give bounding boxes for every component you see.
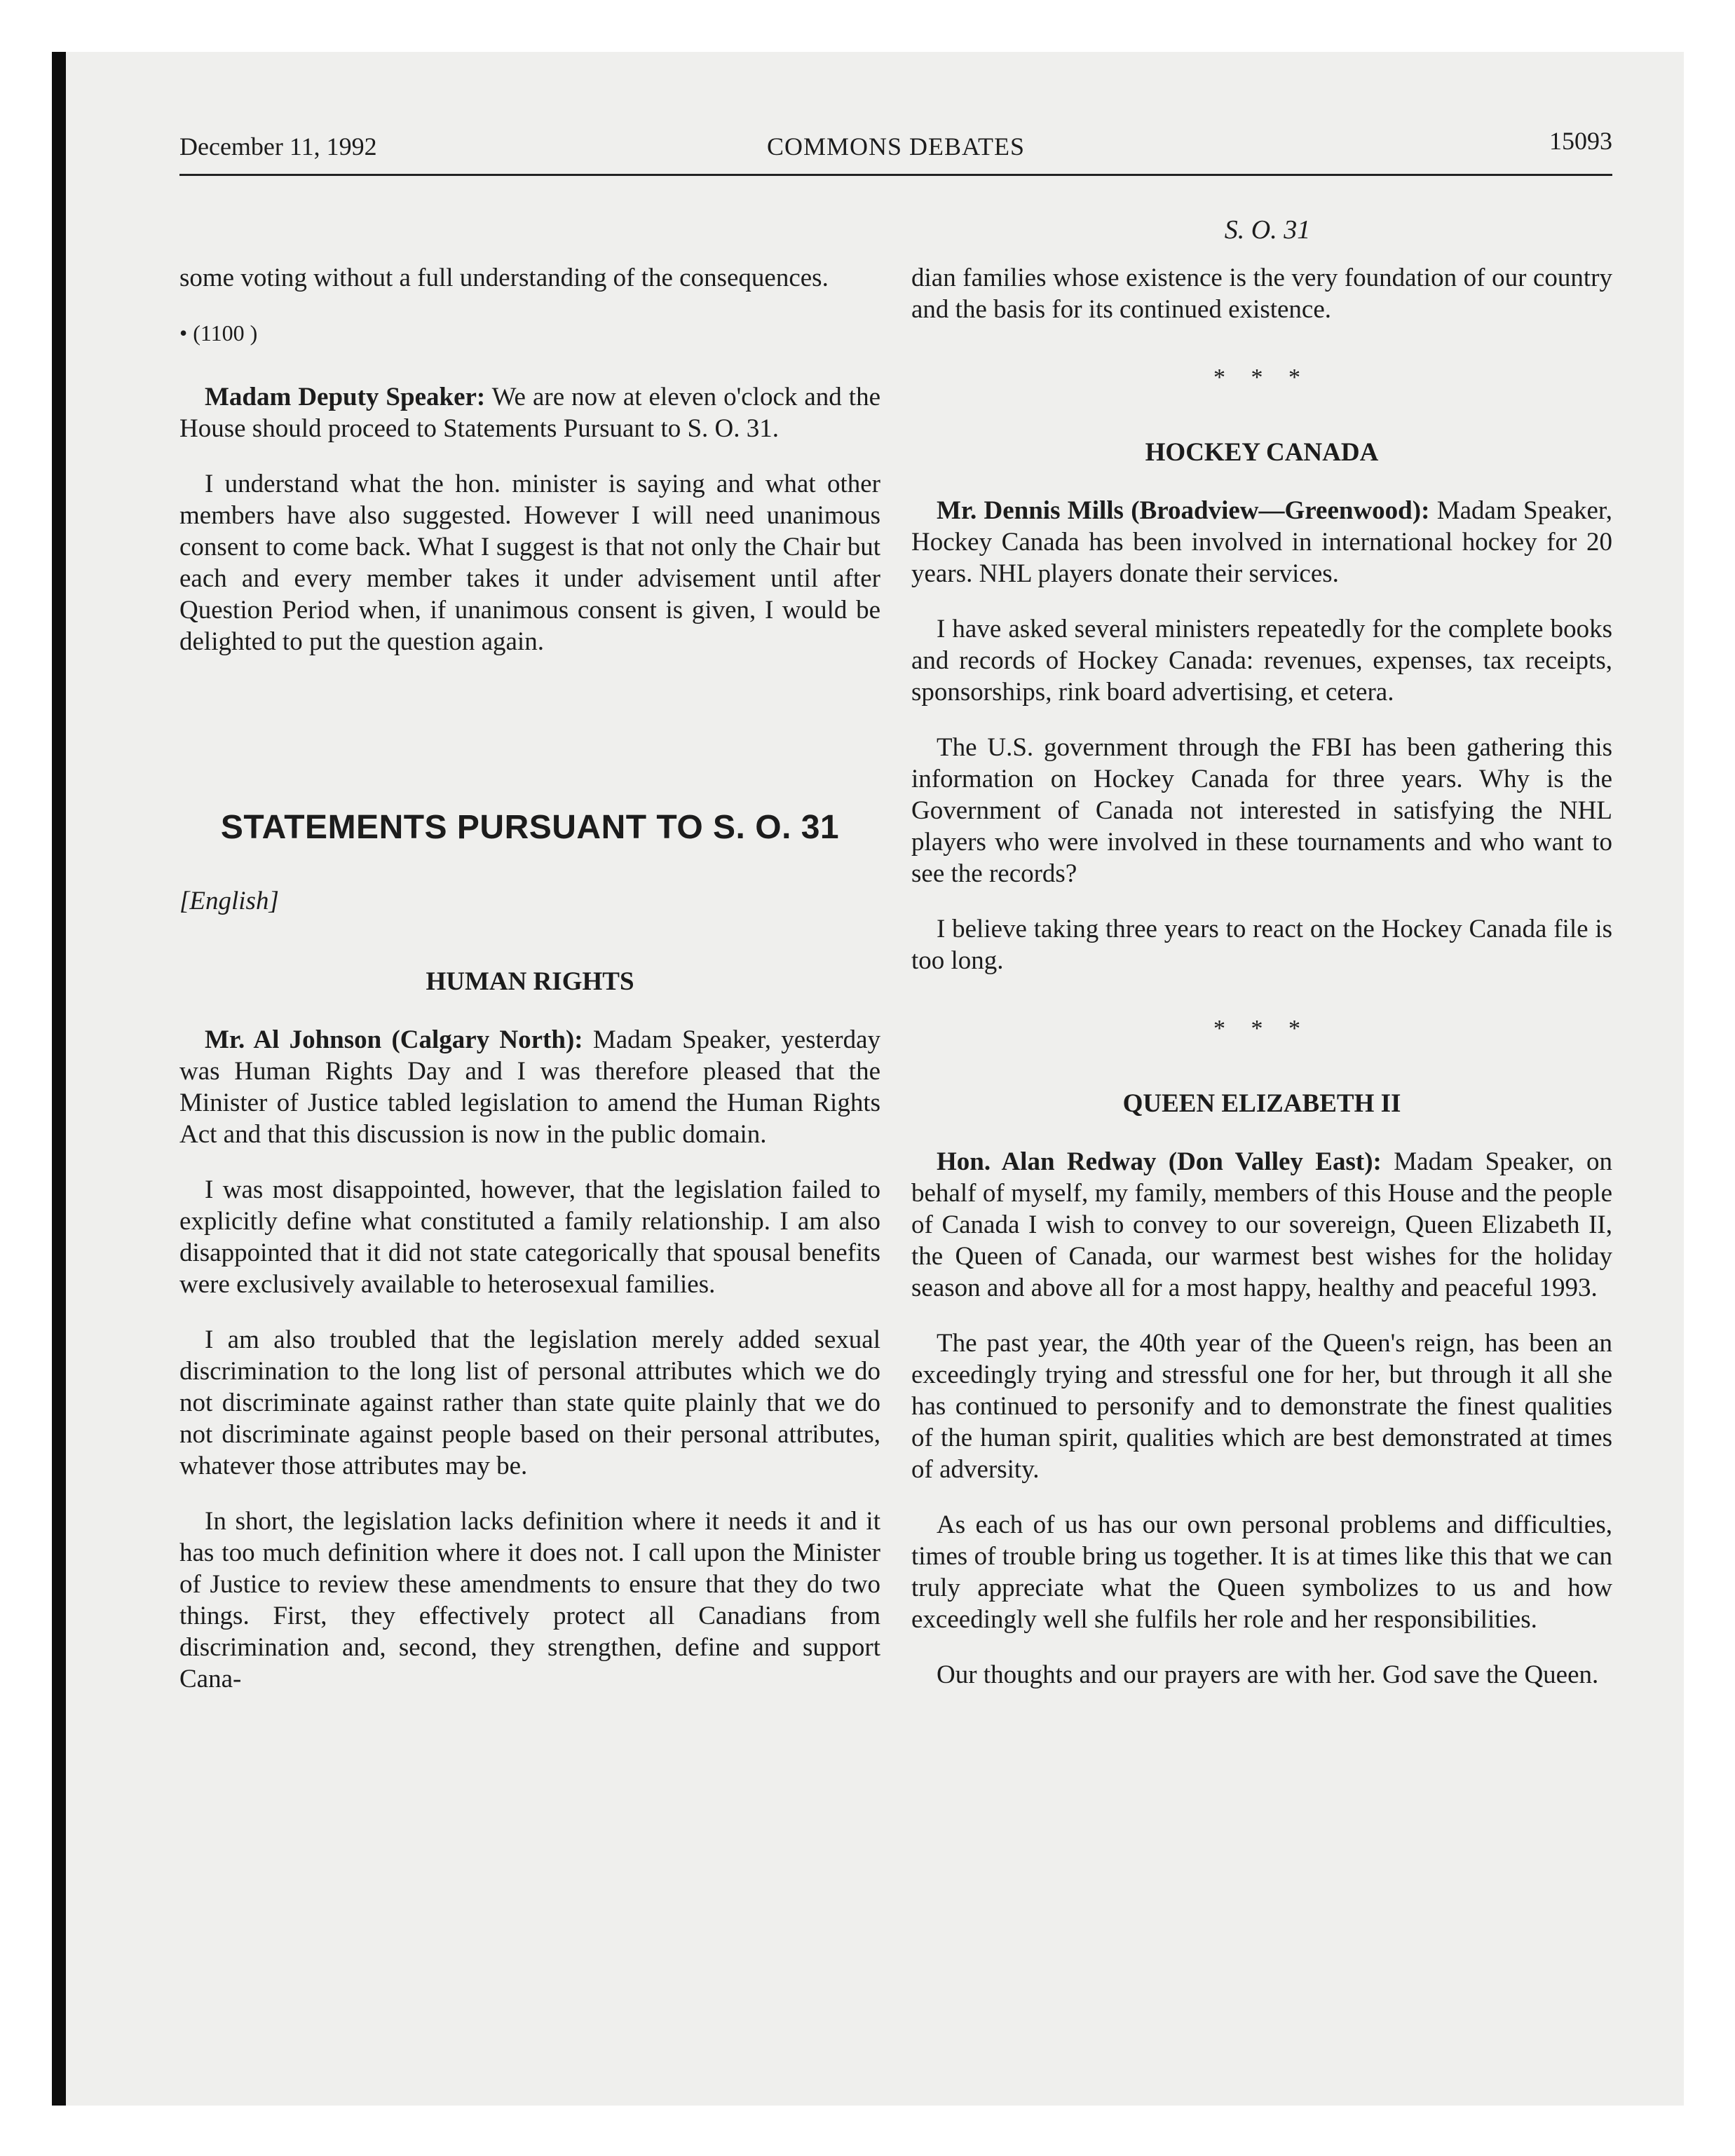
language-tag: [English] <box>179 887 279 915</box>
page <box>179 125 1612 2073</box>
speech-paragraph <box>179 1024 880 1150</box>
paragraph: The past year, the 40th year of the Queen's reign, has been an exceedingly trying and stressful one for her, but through it all she has continued to personify and to demonstrate the finest qualities of the human spirit, qualities which are best demonstrated at times of adversity. <box>911 1329 1612 1484</box>
paragraph: The U.S. government through the FBI has been gathering this information on Hockey Canada for three years. Why is the Government of Canada not interested in satisfying the NHL players who were involved in these tournaments and who want to see the records? <box>911 733 1612 888</box>
speech-paragraph <box>911 495 1612 589</box>
paragraph: dian families whose existence is the very foundation of our country and the basis for its continued existence. <box>911 264 1612 324</box>
paragraph: I have asked several ministers repeatedly for the complete books and records of Hockey Canada: revenues, expenses, tax receipts, sponsorships, rink board advertising, et cetera. <box>911 615 1612 707</box>
separator: * * * <box>1213 364 1310 390</box>
scan-left-edge <box>52 52 66 2106</box>
header-page-number: 15093 <box>1549 127 1612 155</box>
speaker-name: Mr. Dennis Mills (Broadview—Greenwood): <box>937 496 1430 525</box>
speech-text: We are now at eleven o'clock and the House should proceed to Statements Pursuant to S. O. 31. <box>179 383 881 443</box>
paragraph: I believe taking three years to react on the Hockey Canada file is too long. <box>911 915 1612 975</box>
paragraph: I was most disappointed, however, that the legislation failed to explicitly define what constituted a family relationship. I am also disappointed that it did not state categorically that spousal benefits were exclusively available to heterosexual families. <box>179 1175 880 1299</box>
time-marker: • (1100 ) <box>179 320 258 346</box>
speech-text: Madam Speaker, yesterday was Human Rights Day and I was therefore pleased that the Minister of Justice tabled legislation to amend the Human Rights Act and that this discussion is now in the public domain. <box>179 1025 880 1149</box>
header-rule <box>179 174 1612 176</box>
section-heading: STATEMENTS PURSUANT TO S. O. 31 <box>220 809 840 846</box>
right-column <box>911 262 1612 1714</box>
speech-paragraph <box>911 1146 1612 1304</box>
paragraph: In short, the legislation lacks definition where it needs it and it has too much definition where it does not. I call upon the Minister of Justice to review these amendments to ensure that they do two things. First, they effectively protect all Canadians from discrimination and, second, they strengthen, define and support Cana- <box>179 1507 880 1693</box>
separator: * * * <box>1213 1016 1310 1042</box>
running-header <box>179 125 1612 167</box>
header-title: COMMONS DEBATES <box>766 132 1026 161</box>
header-date: December 11, 1992 <box>179 132 377 161</box>
subheading: QUEEN ELIZABETH II <box>1122 1089 1401 1118</box>
speaker-name: Hon. Alan Redway (Don Valley East): <box>937 1147 1382 1176</box>
speech-paragraph <box>179 381 880 444</box>
subheading: HOCKEY CANADA <box>1145 438 1379 467</box>
paragraph: Our thoughts and our prayers are with her. God save the Queen. <box>937 1660 1599 1689</box>
speech-text: Madam Speaker, Hockey Canada has been involved in international hockey for 20 years. NHL players donate their services. <box>911 496 1612 588</box>
paragraph: I am also troubled that the legislation merely added sexual discrimination to the long list of personal attributes which we do not discriminate against rather than state quite plainly that we do not discriminate against people based on their personal attributes, whatever those attributes may be. <box>179 1325 880 1480</box>
right-column-tag: S. O. 31 <box>1224 215 1311 245</box>
left-column <box>179 262 880 1719</box>
paragraph: some voting without a full understanding of the consequences. <box>179 264 829 292</box>
paragraph: As each of us has our own personal problems and difficulties, times of trouble bring us together. It is at times like this that we can truly appreciate what the Queen symbolizes to us and how exceedingly well she fulfils her role and her responsibilities. <box>911 1510 1612 1634</box>
speaker-name: Mr. Al Johnson (Calgary North): <box>205 1025 583 1054</box>
speaker-name: Madam Deputy Speaker: <box>205 383 486 411</box>
subheading: HUMAN RIGHTS <box>426 967 634 996</box>
speech-text: Madam Speaker, on behalf of myself, my family, members of this House and the people of Canada I wish to convey to our sovereign, Queen Elizabeth II, the Queen of Canada, our warmest best wishes for the holiday season and above all for a most happy, healthy and peaceful 1993. <box>911 1147 1612 1302</box>
paragraph: I understand what the hon. minister is saying and what other members have also suggested. However I will need unanimous consent to come back. What I suggest is that not only the Chair but each and every member takes it under advisement until after Question Period when, if unanimous consent is given, I would be delighted to put the question again. <box>179 470 880 656</box>
